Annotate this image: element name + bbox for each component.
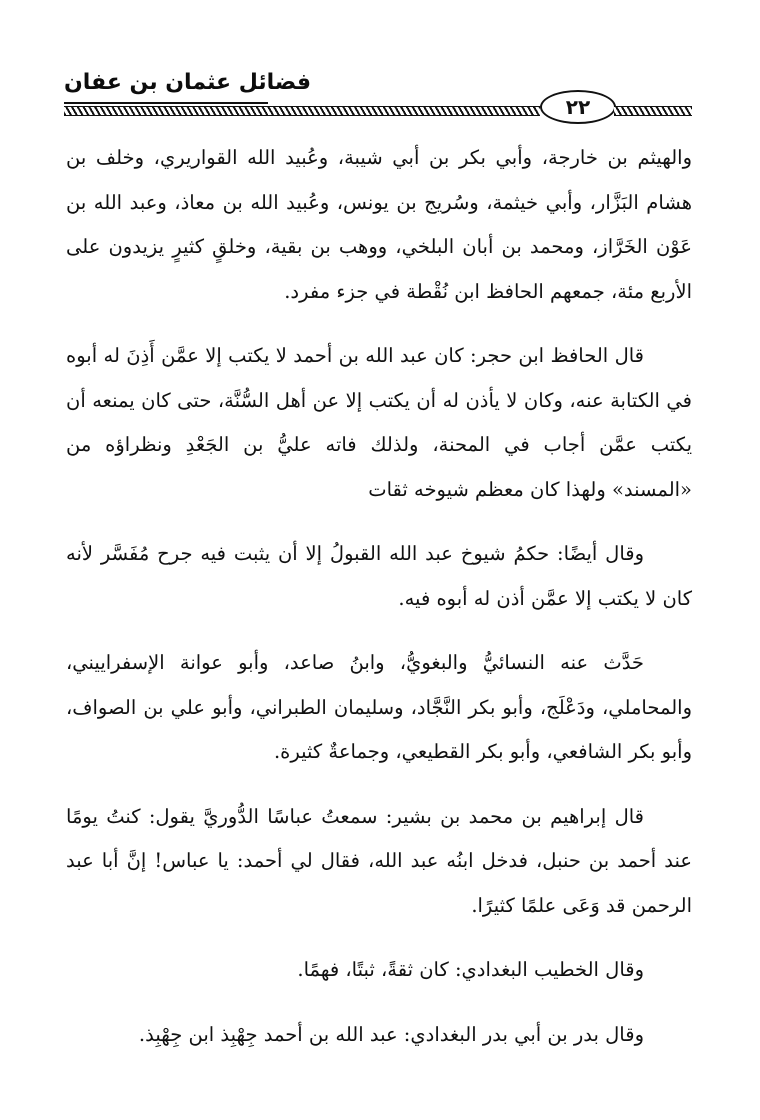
paragraph: قال إبراهيم بن محمد بن بشير: سمعتُ عباسًا الدُّوريَّ يقول: كنتُ يومًا عند أحمد بن حنبل، فدخل ابنُه عبد الله، فقال لي أحمد: يا عباس! إنَّ أبا عبد الرحمن قد وَعَى علمًا كثيرًا. bbox=[66, 804, 692, 917]
header-rule-left bbox=[64, 106, 540, 116]
paragraph: قال الحافظ ابن حجر: كان عبد الله بن أحمد لا يكتب إلا عمَّن أَذِنَ له أبوه في الكتابة عنه، وكان لا يأذن له أن يكتب إلا عن أهل السُّنَّة، حتى كان يمنعه أن يكتب عمَّن أجاب في المحنة، ولذلك فاته عليُّ بن الجَعْدِ ونظراؤه من «المسند» ولهذا كان معظم شيوخه ثقات bbox=[66, 344, 692, 501]
page-number-badge: ٢٢ bbox=[540, 90, 616, 124]
paragraph: وقال الخطيب البغدادي: كان ثقةً، ثبتًا، فهمًا. bbox=[297, 958, 644, 981]
paragraph: وقال أيضًا: حكمُ شيوخ عبد الله القبولُ إلا أن يثبت فيه جرح مُفَسَّر لأنه كان لا يكتب إلا عمَّن أذن له أبوه فيه. bbox=[66, 542, 692, 610]
paragraph: وقال بدر بن أبي بدر البغدادي: عبد الله بن أحمد جِهْبِذ ابن جِهْبِذ. bbox=[138, 1022, 644, 1046]
running-title: فضائل عثمان بن عفان bbox=[64, 70, 311, 95]
header-rule-right bbox=[614, 106, 692, 116]
title-underline bbox=[64, 102, 268, 104]
running-header bbox=[64, 70, 692, 130]
paragraph: حَدَّث عنه النسائيُّ والبغويُّ، وابنُ صاعد، وأبو عوانة الإسفراييني، والمحاملي، ودَعْلَج، وأبو بكر النَّجَّاد، وسليمان الطبراني، وأبو علي بن الصواف، وأبو بكر الشافعي، وأبو بكر القطيعي، وجماعةٌ كثيرة. bbox=[66, 651, 692, 763]
body-text bbox=[66, 136, 692, 1057]
paragraph: والهيثم بن خارجة، وأبي بكر بن أبي شيبة، وعُبيد الله القواريري، وخلف بن هشام البَزَّار، وأبي خيثمة، وسُريج بن يونس، وعُبيد الله بن معاذ، وعبد الله بن عَوْن الخَرَّاز، ومحمد بن أبان البلخي، ووهب بن بقية، وخلقٍ كثيرٍ يزيدون على الأربع مئة، جمعهم الحافظ ابن نُقْطة في جزء مفرد. bbox=[66, 146, 692, 303]
